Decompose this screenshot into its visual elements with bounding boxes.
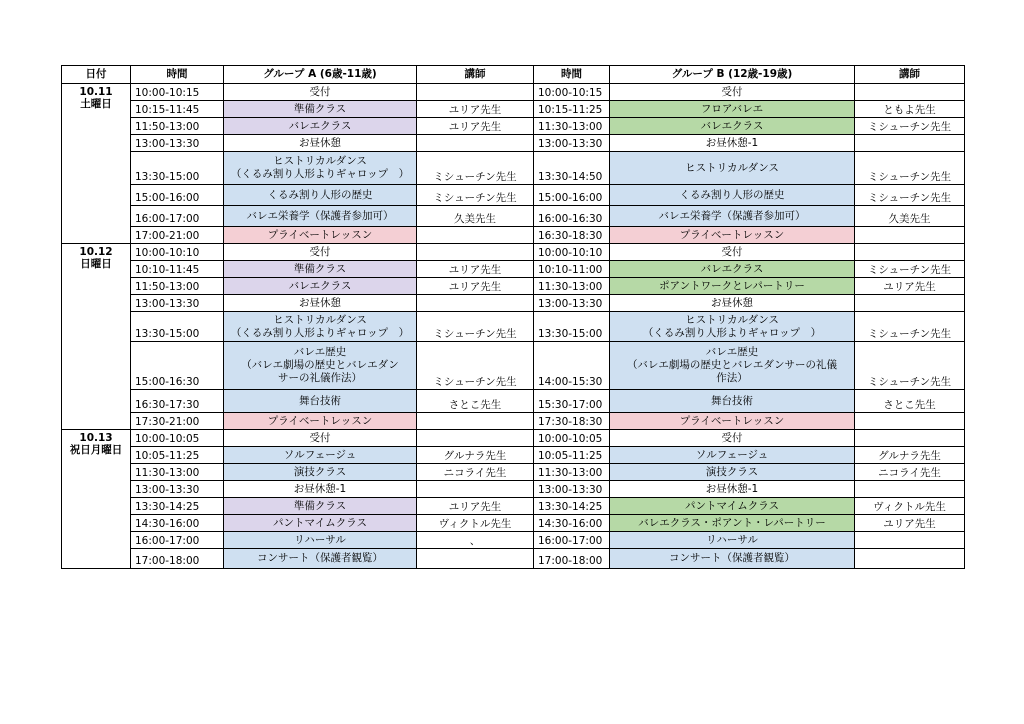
header-date: 日付: [62, 66, 131, 84]
program-a-cell: パントマイムクラス: [224, 515, 417, 532]
program-b-cell: 舞台技術: [610, 390, 855, 413]
teacher-b-cell: [855, 481, 965, 498]
header-teacher-a: 講師: [417, 66, 534, 84]
teacher-a-cell: [417, 244, 534, 261]
table-row: [62, 244, 965, 261]
teacher-a-cell: ヴィクトル先生: [417, 515, 534, 532]
teacher-a-cell: ユリア先生: [417, 261, 534, 278]
table-row: [62, 118, 965, 135]
program-a-cell: バレエクラス: [224, 278, 417, 295]
program-b-cell: フロアバレエ: [610, 101, 855, 118]
teacher-a-cell: ユリア先生: [417, 118, 534, 135]
time-b-cell: 17:30-18:30: [534, 413, 610, 430]
date-label: 10.13: [79, 432, 113, 444]
teacher-b-cell: [855, 84, 965, 101]
program-a-cell: 準備クラス: [224, 498, 417, 515]
table-row: [62, 101, 965, 118]
date-cell: [62, 430, 131, 569]
date-cell: [62, 84, 131, 244]
program-a-cell: 舞台技術: [224, 390, 417, 413]
program-b-cell: リハーサル: [610, 532, 855, 549]
table-row: [62, 342, 965, 390]
program-a-cell: コンサート（保護者観覧）: [224, 549, 417, 569]
teacher-a-cell: ミシューチン先生: [417, 152, 534, 185]
time-b-cell: 16:00-16:30: [534, 206, 610, 227]
time-b-cell: 14:00-15:30: [534, 342, 610, 390]
table-row: [62, 206, 965, 227]
program-b-cell: くるみ割り人形の歴史: [610, 185, 855, 206]
time-a-cell: 17:00-21:00: [131, 227, 224, 244]
table-row: [62, 413, 965, 430]
table-row: [62, 430, 965, 447]
teacher-b-cell: ミシューチン先生: [855, 118, 965, 135]
header-time-a: 時間: [131, 66, 224, 84]
table-row: [62, 390, 965, 413]
table-row: [62, 135, 965, 152]
table-row: [62, 84, 965, 101]
time-a-cell: 11:50-13:00: [131, 278, 224, 295]
program-a-cell: 受付: [224, 244, 417, 261]
time-b-cell: 10:00-10:15: [534, 84, 610, 101]
time-b-cell: 13:30-14:50: [534, 152, 610, 185]
time-a-cell: 10:00-10:05: [131, 430, 224, 447]
weekday-label: 土曜日: [80, 98, 112, 110]
time-b-cell: 10:10-11:00: [534, 261, 610, 278]
teacher-b-cell: [855, 532, 965, 549]
header-row: [62, 66, 965, 84]
teacher-b-cell: [855, 295, 965, 312]
time-b-cell: 10:00-10:05: [534, 430, 610, 447]
teacher-a-cell: 久美先生: [417, 206, 534, 227]
table-row: [62, 498, 965, 515]
program-a-cell: 演技クラス: [224, 464, 417, 481]
program-a-cell: ヒストリカルダンス （くるみ割り人形よりギャロップ ）: [224, 152, 417, 185]
program-a-cell: ヒストリカルダンス （くるみ割り人形よりギャロップ ）: [224, 312, 417, 342]
time-b-cell: 10:05-11:25: [534, 447, 610, 464]
teacher-b-cell: ニコライ先生: [855, 464, 965, 481]
time-a-cell: 16:00-17:00: [131, 206, 224, 227]
teacher-a-cell: グルナラ先生: [417, 447, 534, 464]
time-a-cell: 10:00-10:15: [131, 84, 224, 101]
teacher-a-cell: [417, 413, 534, 430]
time-b-cell: 16:30-18:30: [534, 227, 610, 244]
program-a-cell: 準備クラス: [224, 261, 417, 278]
program-b-cell: バレエクラス: [610, 118, 855, 135]
time-b-cell: 13:00-13:30: [534, 135, 610, 152]
program-a-cell: お昼休憩: [224, 295, 417, 312]
time-a-cell: 10:05-11:25: [131, 447, 224, 464]
teacher-b-cell: さとこ先生: [855, 390, 965, 413]
time-b-cell: 13:30-15:00: [534, 312, 610, 342]
teacher-a-cell: [417, 84, 534, 101]
teacher-b-cell: ミシューチン先生: [855, 185, 965, 206]
program-a-cell: くるみ割り人形の歴史: [224, 185, 417, 206]
table-row: [62, 515, 965, 532]
program-a-cell: お昼休憩-1: [224, 481, 417, 498]
table-row: [62, 464, 965, 481]
schedule-body: [62, 84, 965, 569]
time-b-cell: 10:15-11:25: [534, 101, 610, 118]
time-b-cell: 10:00-10:10: [534, 244, 610, 261]
program-a-cell: ソルフェージュ: [224, 447, 417, 464]
time-a-cell: 17:30-21:00: [131, 413, 224, 430]
teacher-a-cell: ユリア先生: [417, 278, 534, 295]
date-cell: [62, 244, 131, 430]
date-label: 10.11: [79, 86, 113, 98]
table-row: [62, 152, 965, 185]
header-group-a: グループ A (6歳-11歳): [224, 66, 417, 84]
teacher-b-cell: [855, 413, 965, 430]
program-a-cell: バレエ栄養学（保護者参加可）: [224, 206, 417, 227]
time-a-cell: 17:00-18:00: [131, 549, 224, 569]
teacher-a-cell: [417, 135, 534, 152]
teacher-b-cell: 久美先生: [855, 206, 965, 227]
program-a-cell: バレエクラス: [224, 118, 417, 135]
time-a-cell: 13:00-13:30: [131, 481, 224, 498]
table-row: [62, 278, 965, 295]
time-a-cell: 15:00-16:00: [131, 185, 224, 206]
time-a-cell: 16:00-17:00: [131, 532, 224, 549]
time-b-cell: 13:00-13:30: [534, 481, 610, 498]
schedule-table: [61, 65, 965, 569]
teacher-a-cell: [417, 227, 534, 244]
program-b-cell: 受付: [610, 84, 855, 101]
table-row: [62, 532, 965, 549]
time-a-cell: 13:30-15:00: [131, 312, 224, 342]
program-b-cell: 演技クラス: [610, 464, 855, 481]
program-b-cell: バレエ歴史 （バレエ劇場の歴史とバレエダンサーの礼儀 作法）: [610, 342, 855, 390]
program-b-cell: ヒストリカルダンス （くるみ割り人形よりギャロップ ）: [610, 312, 855, 342]
program-b-cell: バレエクラス・ポアント・レパートリー: [610, 515, 855, 532]
program-a-cell: プライベートレッスン: [224, 413, 417, 430]
program-a-cell: リハーサル: [224, 532, 417, 549]
table-row: [62, 549, 965, 569]
weekday-label: 祝日月曜日: [69, 444, 123, 456]
time-a-cell: 10:10-11:45: [131, 261, 224, 278]
time-a-cell: 10:15-11:45: [131, 101, 224, 118]
table-row: [62, 447, 965, 464]
time-a-cell: 15:00-16:30: [131, 342, 224, 390]
program-b-cell: お昼休憩-1: [610, 481, 855, 498]
time-b-cell: 17:00-18:00: [534, 549, 610, 569]
teacher-a-cell: [417, 295, 534, 312]
teacher-b-cell: [855, 430, 965, 447]
time-a-cell: 11:50-13:00: [131, 118, 224, 135]
program-b-cell: ソルフェージュ: [610, 447, 855, 464]
program-b-cell: プライベートレッスン: [610, 227, 855, 244]
table-row: [62, 312, 965, 342]
program-b-cell: お昼休憩: [610, 295, 855, 312]
teacher-b-cell: ヴィクトル先生: [855, 498, 965, 515]
program-a-cell: お昼休憩: [224, 135, 417, 152]
time-b-cell: 11:30-13:00: [534, 278, 610, 295]
teacher-b-cell: ミシューチン先生: [855, 152, 965, 185]
time-b-cell: 15:30-17:00: [534, 390, 610, 413]
teacher-b-cell: ミシューチン先生: [855, 261, 965, 278]
program-b-cell: ポアントワークとレパートリー: [610, 278, 855, 295]
program-a-cell: 準備クラス: [224, 101, 417, 118]
program-a-cell: 受付: [224, 84, 417, 101]
program-b-cell: お昼休憩-1: [610, 135, 855, 152]
table-row: [62, 227, 965, 244]
table-row: [62, 261, 965, 278]
table-row: [62, 295, 965, 312]
program-b-cell: ヒストリカルダンス: [610, 152, 855, 185]
time-b-cell: 15:00-16:00: [534, 185, 610, 206]
time-b-cell: 11:30-13:00: [534, 118, 610, 135]
time-a-cell: 14:30-16:00: [131, 515, 224, 532]
header-teacher-b: 講師: [855, 66, 965, 84]
program-b-cell: プライベートレッスン: [610, 413, 855, 430]
time-a-cell: 16:30-17:30: [131, 390, 224, 413]
program-a-cell: バレエ歴史 （バレエ劇場の歴史とバレエダン サーの礼儀作法）: [224, 342, 417, 390]
program-b-cell: バレエクラス: [610, 261, 855, 278]
teacher-a-cell: ミシューチン先生: [417, 185, 534, 206]
time-a-cell: 11:30-13:00: [131, 464, 224, 481]
teacher-a-cell: [417, 481, 534, 498]
teacher-a-cell: ミシューチン先生: [417, 312, 534, 342]
time-a-cell: 13:00-13:30: [131, 135, 224, 152]
teacher-b-cell: [855, 227, 965, 244]
teacher-b-cell: [855, 244, 965, 261]
teacher-a-cell: 、: [417, 532, 534, 549]
time-b-cell: 14:30-16:00: [534, 515, 610, 532]
teacher-b-cell: ミシューチン先生: [855, 312, 965, 342]
header-time-b: 時間: [534, 66, 610, 84]
teacher-a-cell: ユリア先生: [417, 498, 534, 515]
teacher-b-cell: [855, 135, 965, 152]
teacher-a-cell: ニコライ先生: [417, 464, 534, 481]
table-row: [62, 185, 965, 206]
teacher-a-cell: ミシューチン先生: [417, 342, 534, 390]
program-b-cell: コンサート（保護者観覧）: [610, 549, 855, 569]
date-label: 10.12: [79, 246, 113, 258]
teacher-b-cell: ミシューチン先生: [855, 342, 965, 390]
time-a-cell: 13:00-13:30: [131, 295, 224, 312]
time-a-cell: 13:30-15:00: [131, 152, 224, 185]
teacher-a-cell: [417, 549, 534, 569]
teacher-b-cell: ユリア先生: [855, 278, 965, 295]
program-b-cell: 受付: [610, 244, 855, 261]
time-b-cell: 13:30-14:25: [534, 498, 610, 515]
weekday-label: 日曜日: [80, 258, 112, 270]
time-b-cell: 16:00-17:00: [534, 532, 610, 549]
program-b-cell: 受付: [610, 430, 855, 447]
program-a-cell: プライベートレッスン: [224, 227, 417, 244]
time-b-cell: 11:30-13:00: [534, 464, 610, 481]
teacher-b-cell: グルナラ先生: [855, 447, 965, 464]
table-row: [62, 481, 965, 498]
teacher-a-cell: [417, 430, 534, 447]
teacher-a-cell: ユリア先生: [417, 101, 534, 118]
time-a-cell: 10:00-10:10: [131, 244, 224, 261]
teacher-b-cell: ユリア先生: [855, 515, 965, 532]
teacher-a-cell: さとこ先生: [417, 390, 534, 413]
header-group-b: グループ B (12歳-19歳): [610, 66, 855, 84]
program-b-cell: バレエ栄養学（保護者参加可）: [610, 206, 855, 227]
time-b-cell: 13:00-13:30: [534, 295, 610, 312]
program-a-cell: 受付: [224, 430, 417, 447]
time-a-cell: 13:30-14:25: [131, 498, 224, 515]
teacher-b-cell: ともよ先生: [855, 101, 965, 118]
teacher-b-cell: [855, 549, 965, 569]
program-b-cell: パントマイムクラス: [610, 498, 855, 515]
